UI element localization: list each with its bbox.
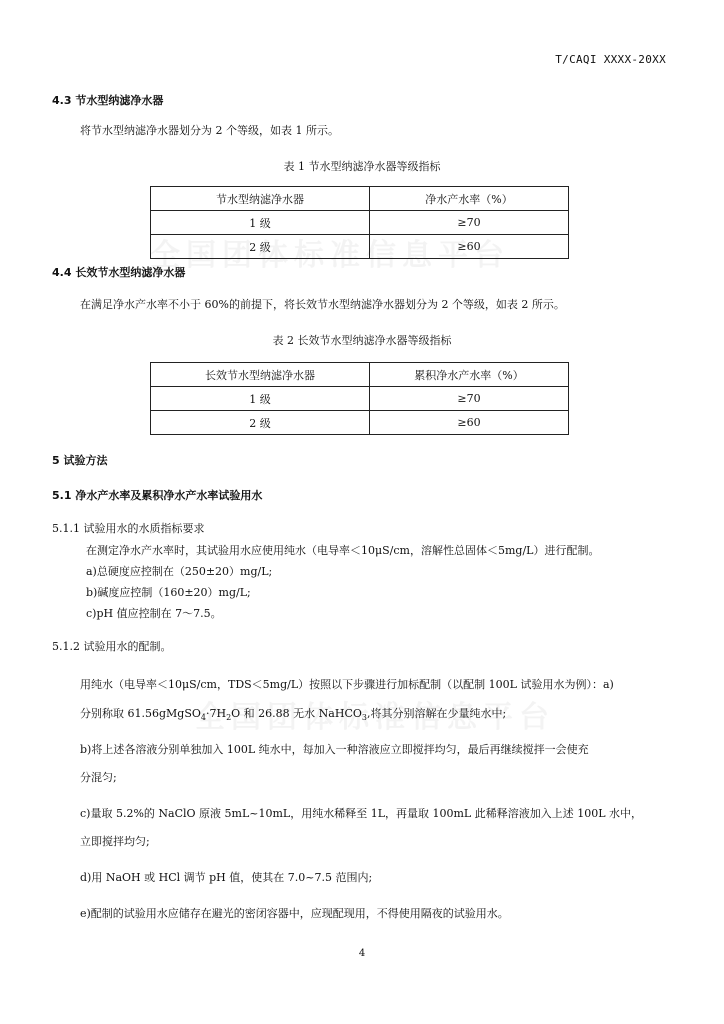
paragraph-line: 用纯水（电导率＜10μS/cm，TDS＜5mg/L）按照以下步骤进行加标配制（以配制 100L 试验用水为例）：a) [80, 678, 614, 691]
table-header-cell: 长效节水型纳滤净水器 [151, 363, 370, 387]
table-cell: 2 级 [151, 235, 370, 259]
table-cell: ≥70 [370, 211, 569, 235]
subscript: 3 [361, 713, 367, 723]
table-cell: 1 级 [151, 387, 370, 411]
section-5-1-2-heading: 5.1.2 试验用水的配制。 [52, 640, 172, 653]
table-cell: ≥70 [370, 387, 569, 411]
paragraph-line: 分混匀; [80, 771, 117, 784]
paragraph-line [80, 705, 506, 722]
section-5-heading: 5 试验方法 [52, 454, 108, 467]
paragraph-line: b)将上述各溶液分别单独加入 100L 纯水中，每加入一种溶液应立即搅拌均匀，最后再继续搅拌一会使充 [80, 743, 589, 756]
text-run: O 和 26.88 无水 NaHCO [231, 707, 362, 720]
table-header-row [151, 187, 569, 211]
table-header-cell: 累积净水产水率（%） [370, 363, 569, 387]
table-row [151, 235, 569, 259]
subscript: 2 [226, 713, 232, 723]
paragraph-line: c)量取 5.2%的 NaClO 原液 5mL~10mL，用纯水稀释至 1L，再量取 100mL 此稀释溶液加入上述 100L 水中， [80, 807, 643, 820]
paragraph-line: 立即搅拌均匀; [80, 835, 150, 848]
table-2-caption: 表 2 长效节水型纳滤净水器等级指标 [272, 334, 452, 347]
table-cell: 1 级 [151, 211, 370, 235]
subscript: 4 [200, 713, 206, 723]
table-cell: ≥60 [370, 411, 569, 435]
section-4-4-paragraph: 在满足净水产水率不小于 60%的前提下，将长效节水型纳滤净水器划分为 2 个等级，如表 2 所示。 [80, 298, 565, 311]
table-2 [150, 362, 569, 435]
text-run: ·7H [205, 707, 227, 720]
table-header-cell: 净水产水率（%） [370, 187, 569, 211]
list-item: c)pH 值应控制在 7～7.5。 [86, 607, 222, 620]
section-4-3-heading: 4.3 节水型纳滤净水器 [52, 94, 164, 107]
page-number: 4 [358, 948, 366, 959]
table-row [151, 211, 569, 235]
table-1 [150, 186, 569, 259]
list-item: b)碱度应控制（160±20）mg/L; [86, 586, 251, 599]
section-5-1-1-heading: 5.1.1 试验用水的水质指标要求 [52, 522, 205, 535]
table-row [151, 387, 569, 411]
table-cell: 2 级 [151, 411, 370, 435]
standard-number: T/CAQI XXXX-20XX [555, 53, 666, 66]
text-run: 分别称取 61.56gMgSO [80, 707, 201, 720]
paragraph-line: e)配制的试验用水应储存在避光的密闭容器中，应现配现用，不得使用隔夜的试验用水。 [80, 907, 509, 920]
paragraph-line: d)用 NaOH 或 HCl 调节 pH 值，使其在 7.0~7.5 范围内; [80, 871, 373, 884]
text-run: ,将其分别溶解在少量纯水中; [366, 707, 507, 720]
table-header-row [151, 363, 569, 387]
section-4-3-paragraph: 将节水型纳滤净水器划分为 2 个等级，如表 1 所示。 [80, 124, 339, 137]
table-1-caption: 表 1 节水型纳滤净水器等级指标 [283, 160, 441, 173]
section-5-1-1-paragraph: 在测定净水产水率时，其试验用水应使用纯水（电导率＜10μS/cm，溶解性总固体＜5mg/L）进行配制。 [86, 544, 600, 557]
table-cell: ≥60 [370, 235, 569, 259]
section-4-4-heading: 4.4 长效节水型纳滤净水器 [52, 266, 186, 279]
list-item: a)总硬度应控制在（250±20）mg/L; [86, 565, 273, 578]
section-5-1-heading: 5.1 净水产水率及累积净水产水率试验用水 [52, 489, 263, 502]
table-row [151, 411, 569, 435]
table-header-cell: 节水型纳滤净水器 [151, 187, 370, 211]
